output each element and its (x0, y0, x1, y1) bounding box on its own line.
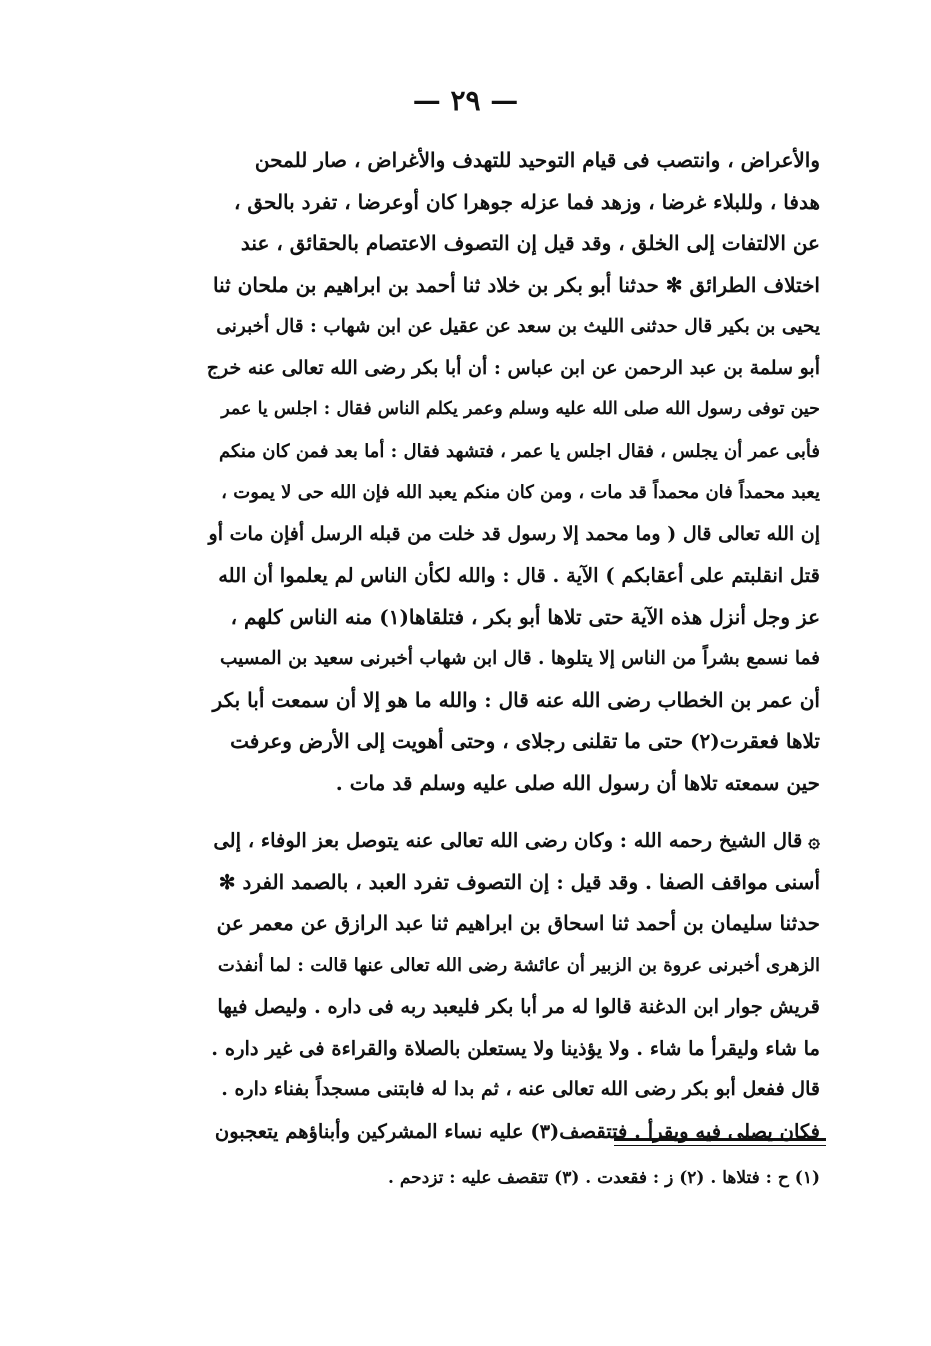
text-line: عن الالتفات إلى الخلق ، وقد قيل إن التصوف الاعتصام بالحقائق ، عند (240, 231, 820, 255)
text-line: تلاها فعقرت(٢) حتى ما تقلنى رجلاى ، وحتى أهويت إلى الأرض وعرفت (230, 729, 820, 753)
paragraph-2 (206, 820, 820, 1152)
text-line: قتل انقلبتم على أعقابكم ) الآية . قال : والله لكأن الناس لم يعلموا أن الله (218, 564, 820, 587)
footnote-divider (614, 1138, 826, 1141)
main-text (206, 140, 820, 1152)
text-line: عز وجل أنزل هذه الآية حتى تلاها أبو بكر ، فتلقاها(١) منه الناس كلهم ، (230, 604, 820, 629)
text-line: يحيى بن بكير قال حدثنى الليث بن سعد عن عقيل عن ابن شهاب : قال أخبرنى (216, 316, 820, 337)
text-line: فأبى عمر أن يجلس ، فقال اجلس يا عمر ، فتشهد فقال : أما بعد فمن كان منكم (219, 440, 820, 462)
text-line: حدثنا سليمان بن أحمد ثنا اسحاق بن ابراهيم ثنا عبد الرازق عن معمر عن (216, 911, 820, 935)
text-line: الزهرى أخبرنى عروة بن الزبير أن عائشة رضى الله تعالى عنها قالت : لما أنفذت (217, 954, 820, 976)
text-line: هدفا ، وللبلاء غرضا ، وزهد فما عزله جوهرا كان أوعرضا ، تفرد بالحق ، (233, 189, 820, 214)
text-line: حين سمعته تلاها أن رسول الله صلى عليه وسلم قد مات . (335, 770, 820, 795)
paragraph-gap (206, 804, 820, 820)
text-line: قال الشيخ رحمه الله : وكان رضى الله تعالى عنه يتوصل بعز الوفاء ، إلى (213, 829, 803, 852)
text-line: أسنى مواقف الصفا . وقد قيل : إن التصوف تفرد العبد ، بالصمد الفرد ✻ (218, 869, 820, 894)
ornament-icon: ۞ (808, 828, 820, 852)
text-line: قريش جوار ابن الدغنة قالوا له مر أبا بكر فليعبد ربه فى داره . وليصل فيها (217, 995, 820, 1018)
paragraph-1 (206, 140, 820, 804)
text-line: فكان يصلى فيه ويقرأ . فتتقصف(٣) عليه نساء المشركين وأبناؤهم يتعجبون (214, 1119, 820, 1143)
text-line: أن عمر بن الخطاب رضى الله عنه قال : والله ما هو إلا أن سمعت أبا بكر (212, 687, 820, 712)
text-line: حين توفى رسول الله صلى الله عليه وسلم وعمر يكلم الناس فقال : اجلس يا عمر (221, 399, 820, 419)
text-line: إن الله تعالى قال ( وما محمد إلا رسول قد خلت من قبله الرسل أفإن مات أو (208, 522, 820, 545)
text-line: ما شاء وليقرأ ما شاء . ولا يؤذينا ولا يستعلن بالصلاة والقراءة فى غير داره . (211, 1036, 820, 1060)
page-number: — ٢٩ — (412, 84, 519, 117)
text-line: اختلاف الطرائق ✻ حدثنا أبو بكر بن خلاد ثنا أحمد بن ابراهيم بن ملحان ثنا (213, 272, 820, 297)
text-line-with-ornament (206, 820, 820, 862)
footnote-divider-thin (614, 1145, 826, 1146)
text-line: والأعراض ، وانتصب فى قيام التوحيد للتهدف والأغراض ، صار للمحن (254, 148, 820, 172)
footnotes: (١) ح : فتلاها . (٢) ز : فقعدت . (٣) تتقصف عليه : تزدحم . (388, 1168, 820, 1188)
text-line: قال ففعل أبو بكر رضى الله تعالى عنه ، ثم بدا له فابتنى مسجداً بفناء داره . (221, 1078, 820, 1100)
text-line: أبو سلمة بن عبد الرحمن عن ابن عباس : أن أبا بكر رضى الله تعالى عنه خرج (206, 356, 820, 379)
text-line: فما نسمع بشراً من الناس إلا يتلوها . قال ابن شهاب أخبرنى سعيد بن المسيب (219, 648, 820, 669)
text-line: يعبد محمداً فان محمداً قد مات ، ومن كان منكم يعبد الله فإن الله حى لا يموت ، (221, 482, 820, 503)
